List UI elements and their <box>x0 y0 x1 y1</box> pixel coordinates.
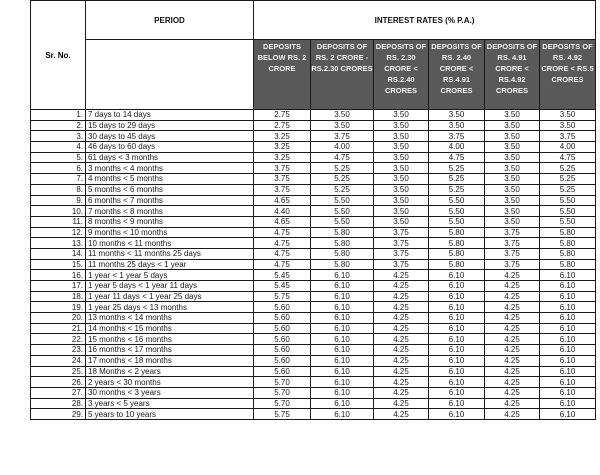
rate-cell: 3.75 <box>254 163 311 174</box>
rate-cell: 6.10 <box>311 345 374 356</box>
period-cell: 11 months < 11 months 25 days <box>86 248 254 259</box>
period-cell: 16 months < 17 months <box>86 345 254 356</box>
rate-cell: 2.75 <box>254 110 311 121</box>
rate-cell: 3.75 <box>485 248 540 259</box>
period-cell: 2 years < 30 months <box>86 377 254 388</box>
header-deposit-col-3: DEPOSITS OF RS. 2.30 CRORE < RS.2.40 CRORES <box>374 40 429 110</box>
sr-no-cell: 26. <box>31 377 86 388</box>
table-row <box>31 366 596 377</box>
rate-cell: 3.50 <box>374 206 429 217</box>
rate-cell: 3.75 <box>485 259 540 270</box>
rate-cell: 5.50 <box>429 216 485 227</box>
rate-cell: 3.50 <box>374 120 429 131</box>
rate-cell: 5.80 <box>429 238 485 249</box>
table-row <box>31 387 596 398</box>
rate-cell: 4.65 <box>254 195 311 206</box>
rate-cell: 5.45 <box>254 270 311 281</box>
rate-cell: 5.50 <box>311 206 374 217</box>
period-cell: 13 months < 14 months <box>86 313 254 324</box>
rate-cell: 6.10 <box>540 291 596 302</box>
rate-cell: 4.00 <box>311 142 374 153</box>
sr-no-cell: 3. <box>31 131 86 142</box>
header-interest-rates: INTEREST RATES (% P.A.) <box>254 1 596 40</box>
rate-cell: 3.50 <box>485 120 540 131</box>
rate-cell: 5.25 <box>311 163 374 174</box>
rate-cell: 5.80 <box>311 238 374 249</box>
rate-cell: 4.75 <box>254 248 311 259</box>
rate-cell: 5.50 <box>429 206 485 217</box>
rate-cell: 6.10 <box>429 377 485 388</box>
rate-cell: 3.50 <box>485 142 540 153</box>
rate-cell: 4.25 <box>374 409 429 420</box>
table-body <box>31 110 596 420</box>
rate-cell: 3.50 <box>485 206 540 217</box>
rate-cell: 3.50 <box>485 174 540 185</box>
rate-cell: 6.10 <box>311 270 374 281</box>
period-cell: 8 months < 9 months <box>86 216 254 227</box>
rate-cell: 6.10 <box>540 387 596 398</box>
rate-cell: 4.75 <box>254 227 311 238</box>
period-cell: 18 Months < 2 years <box>86 366 254 377</box>
header-period-blank <box>86 40 254 110</box>
header-sr-no: Sr. No. <box>31 1 86 110</box>
rate-cell: 6.10 <box>311 313 374 324</box>
rate-cell: 3.50 <box>374 152 429 163</box>
rate-cell: 3.75 <box>374 259 429 270</box>
table-row <box>31 248 596 259</box>
rate-cell: 6.10 <box>540 398 596 409</box>
rate-cell: 3.50 <box>540 120 596 131</box>
rate-cell: 4.25 <box>485 409 540 420</box>
rate-cell: 6.10 <box>540 334 596 345</box>
sr-no-cell: 21. <box>31 323 86 334</box>
period-cell: 7 days to 14 days <box>86 110 254 121</box>
period-cell: 30 months < 3 years <box>86 387 254 398</box>
rate-cell: 6.10 <box>429 366 485 377</box>
rate-cell: 6.10 <box>429 281 485 292</box>
rate-cell: 5.75 <box>254 291 311 302</box>
rate-cell: 4.00 <box>540 142 596 153</box>
table-row <box>31 377 596 388</box>
rate-cell: 5.50 <box>429 195 485 206</box>
rate-cell: 3.75 <box>311 131 374 142</box>
rate-cell: 3.50 <box>485 216 540 227</box>
rate-cell: 4.25 <box>374 345 429 356</box>
table-row <box>31 206 596 217</box>
table-row <box>31 238 596 249</box>
rate-cell: 6.10 <box>429 334 485 345</box>
table-row <box>31 216 596 227</box>
rate-cell: 3.50 <box>374 163 429 174</box>
rate-cell: 4.25 <box>374 302 429 313</box>
sr-no-cell: 7. <box>31 174 86 185</box>
rate-cell: 4.75 <box>429 152 485 163</box>
rate-cell: 4.25 <box>485 302 540 313</box>
rate-cell: 6.10 <box>311 323 374 334</box>
rate-cell: 5.75 <box>254 409 311 420</box>
rate-cell: 3.50 <box>374 184 429 195</box>
rate-cell: 5.80 <box>311 259 374 270</box>
header-deposit-col-5: DEPOSITS OF RS. 4.91 CRORE < RS.4.92 CRORES <box>485 40 540 110</box>
rate-cell: 6.10 <box>540 355 596 366</box>
sr-no-cell: 18. <box>31 291 86 302</box>
period-cell: 6 months < 7 months <box>86 195 254 206</box>
sr-no-cell: 13. <box>31 238 86 249</box>
sr-no-cell: 24. <box>31 355 86 366</box>
sr-no-cell: 12. <box>31 227 86 238</box>
table-row <box>31 152 596 163</box>
rate-cell: 6.10 <box>311 302 374 313</box>
sr-no-cell: 23. <box>31 345 86 356</box>
rate-cell: 5.25 <box>429 184 485 195</box>
rate-cell: 4.25 <box>374 313 429 324</box>
rate-cell: 3.25 <box>254 142 311 153</box>
rate-cell: 5.80 <box>540 238 596 249</box>
interest-rates-table <box>30 0 596 420</box>
rate-cell: 5.50 <box>540 206 596 217</box>
rate-cell: 6.10 <box>429 302 485 313</box>
period-cell: 1 year < 1 year 5 days <box>86 270 254 281</box>
rate-cell: 6.10 <box>540 270 596 281</box>
rate-cell: 3.75 <box>254 184 311 195</box>
rate-cell: 6.10 <box>429 355 485 366</box>
table-row <box>31 334 596 345</box>
table-row <box>31 270 596 281</box>
rate-cell: 3.50 <box>374 131 429 142</box>
rate-cell: 3.50 <box>485 184 540 195</box>
sr-no-cell: 6. <box>31 163 86 174</box>
rate-cell: 5.70 <box>254 398 311 409</box>
period-cell: 15 months < 16 months <box>86 334 254 345</box>
period-cell: 5 years to 10 years <box>86 409 254 420</box>
rate-cell: 4.25 <box>485 291 540 302</box>
rate-cell: 5.25 <box>311 174 374 185</box>
rate-cell: 4.75 <box>311 152 374 163</box>
rate-cell: 4.25 <box>485 345 540 356</box>
period-cell: 4 months < 5 months <box>86 174 254 185</box>
rate-cell: 4.25 <box>374 323 429 334</box>
rate-cell: 6.10 <box>311 355 374 366</box>
rate-cell: 6.10 <box>311 281 374 292</box>
sr-no-cell: 27. <box>31 387 86 398</box>
rate-cell: 3.25 <box>254 152 311 163</box>
rate-cell: 4.65 <box>254 216 311 227</box>
rate-cell: 4.25 <box>485 355 540 366</box>
rate-cell: 6.10 <box>540 313 596 324</box>
rate-cell: 6.10 <box>429 409 485 420</box>
table-row <box>31 184 596 195</box>
table-row <box>31 291 596 302</box>
rate-cell: 4.25 <box>374 377 429 388</box>
rate-cell: 6.10 <box>540 281 596 292</box>
rate-cell: 3.75 <box>254 174 311 185</box>
rate-cell: 6.10 <box>540 323 596 334</box>
rate-cell: 6.10 <box>429 398 485 409</box>
rate-cell: 4.25 <box>485 387 540 398</box>
sr-no-cell: 1. <box>31 110 86 121</box>
rate-cell: 5.60 <box>254 302 311 313</box>
table-row <box>31 227 596 238</box>
table-row <box>31 195 596 206</box>
rate-cell: 3.50 <box>311 120 374 131</box>
rate-cell: 4.25 <box>485 323 540 334</box>
rate-cell: 6.10 <box>429 387 485 398</box>
rate-cell: 4.25 <box>374 291 429 302</box>
table-row <box>31 163 596 174</box>
period-cell: 61 days < 3 months <box>86 152 254 163</box>
rate-cell: 6.10 <box>311 334 374 345</box>
table-row <box>31 355 596 366</box>
rate-cell: 6.10 <box>311 366 374 377</box>
rate-cell: 5.60 <box>254 355 311 366</box>
rate-cell: 5.25 <box>429 163 485 174</box>
rate-cell: 5.25 <box>429 174 485 185</box>
sr-no-cell: 19. <box>31 302 86 313</box>
sr-no-cell: 15. <box>31 259 86 270</box>
rate-cell: 6.10 <box>540 345 596 356</box>
rate-cell: 3.50 <box>540 110 596 121</box>
rate-cell: 4.25 <box>374 355 429 366</box>
period-cell: 1 year 25 days < 13 months <box>86 302 254 313</box>
rate-cell: 5.60 <box>254 334 311 345</box>
period-cell: 30 days to 45 days <box>86 131 254 142</box>
rate-cell: 2.75 <box>254 120 311 131</box>
sr-no-cell: 8. <box>31 184 86 195</box>
table-row <box>31 174 596 185</box>
rate-cell: 5.70 <box>254 377 311 388</box>
rate-cell: 6.10 <box>311 387 374 398</box>
sr-no-cell: 2. <box>31 120 86 131</box>
rate-cell: 5.80 <box>540 227 596 238</box>
rate-cell: 4.25 <box>485 334 540 345</box>
sr-no-cell: 5. <box>31 152 86 163</box>
table-row <box>31 110 596 121</box>
rate-cell: 4.25 <box>374 334 429 345</box>
period-cell: 3 months < 4 months <box>86 163 254 174</box>
sr-no-cell: 14. <box>31 248 86 259</box>
rate-cell: 3.25 <box>254 131 311 142</box>
rate-cell: 5.80 <box>311 248 374 259</box>
rate-cell: 5.60 <box>254 323 311 334</box>
rate-cell: 3.50 <box>374 174 429 185</box>
rate-cell: 5.80 <box>311 227 374 238</box>
rate-cell: 6.10 <box>311 291 374 302</box>
table-row <box>31 409 596 420</box>
table-row <box>31 323 596 334</box>
table-row <box>31 398 596 409</box>
table-row <box>31 313 596 324</box>
sr-no-cell: 11. <box>31 216 86 227</box>
rate-cell: 6.10 <box>311 398 374 409</box>
rate-cell: 5.25 <box>540 184 596 195</box>
period-cell: 5 months < 6 months <box>86 184 254 195</box>
rate-cell: 6.10 <box>311 409 374 420</box>
table-row <box>31 142 596 153</box>
rate-cell: 3.50 <box>485 195 540 206</box>
period-cell: 1 year 5 days < 1 year 11 days <box>86 281 254 292</box>
rate-cell: 5.80 <box>429 259 485 270</box>
rate-cell: 4.25 <box>485 281 540 292</box>
period-cell: 7 months < 8 months <box>86 206 254 217</box>
rate-cell: 3.50 <box>429 120 485 131</box>
rate-cell: 5.50 <box>540 216 596 227</box>
rate-cell: 4.25 <box>485 313 540 324</box>
rate-cell: 4.75 <box>254 238 311 249</box>
rate-cell: 4.25 <box>485 398 540 409</box>
rate-cell: 4.25 <box>485 270 540 281</box>
period-cell: 46 days to 60 days <box>86 142 254 153</box>
rate-cell: 4.00 <box>429 142 485 153</box>
rate-cell: 5.25 <box>540 163 596 174</box>
table-row <box>31 345 596 356</box>
rate-cell: 6.10 <box>429 270 485 281</box>
rate-cell: 4.75 <box>540 152 596 163</box>
rate-cell: 5.50 <box>311 195 374 206</box>
rate-cell: 3.50 <box>374 216 429 227</box>
rate-cell: 4.75 <box>254 259 311 270</box>
rate-cell: 3.50 <box>374 110 429 121</box>
rate-cell: 5.80 <box>429 248 485 259</box>
header-deposit-col-6: DEPOSITS OF RS. 4.92 CRORE < RS.5 CRORES <box>540 40 596 110</box>
rate-cell: 4.25 <box>485 366 540 377</box>
header-deposit-col-4: DEPOSITS OF RS. 2.40 CRORE < RS.4.91 CRORES <box>429 40 485 110</box>
period-cell: 1 year 11 days < 1 year 25 days <box>86 291 254 302</box>
rate-cell: 3.75 <box>374 227 429 238</box>
header-period: PERIOD <box>86 1 254 40</box>
rate-cell: 5.45 <box>254 281 311 292</box>
rate-cell: 5.80 <box>429 227 485 238</box>
header-deposit-col-1: DEPOSITS BELOW RS. 2 CRORE <box>254 40 311 110</box>
rate-cell: 5.60 <box>254 366 311 377</box>
rate-cell: 6.10 <box>540 377 596 388</box>
rate-cell: 5.70 <box>254 387 311 398</box>
period-cell: 3 years < 5 years <box>86 398 254 409</box>
rate-cell: 6.10 <box>429 323 485 334</box>
rate-cell: 3.75 <box>429 131 485 142</box>
rate-cell: 4.25 <box>374 387 429 398</box>
rate-cell: 3.75 <box>374 248 429 259</box>
rate-cell: 3.50 <box>311 110 374 121</box>
header-row-deposits <box>31 40 596 110</box>
period-cell: 17 months < 18 months <box>86 355 254 366</box>
period-cell: 14 months < 15 months <box>86 323 254 334</box>
rate-cell: 3.50 <box>485 131 540 142</box>
rate-cell: 5.60 <box>254 345 311 356</box>
sr-no-cell: 22. <box>31 334 86 345</box>
rate-cell: 3.75 <box>485 238 540 249</box>
rate-cell: 6.10 <box>429 291 485 302</box>
sr-no-cell: 17. <box>31 281 86 292</box>
sr-no-cell: 25. <box>31 366 86 377</box>
rate-cell: 5.80 <box>540 259 596 270</box>
header-deposit-col-2: DEPOSITS OF RS. 2 CRORE - RS.2.30 CRORES <box>311 40 374 110</box>
rate-cell: 6.10 <box>429 345 485 356</box>
rate-cell: 4.40 <box>254 206 311 217</box>
rate-cell: 6.10 <box>429 313 485 324</box>
table-row <box>31 259 596 270</box>
period-cell: 9 months < 10 months <box>86 227 254 238</box>
table-row <box>31 302 596 313</box>
period-cell: 11 months 25 days < 1 year <box>86 259 254 270</box>
period-cell: 10 months < 11 months <box>86 238 254 249</box>
rate-cell: 3.50 <box>485 163 540 174</box>
rate-cell: 3.75 <box>374 238 429 249</box>
rate-cell: 6.10 <box>540 366 596 377</box>
rate-cell: 5.60 <box>254 313 311 324</box>
header-row-top <box>31 1 596 40</box>
sr-no-cell: 28. <box>31 398 86 409</box>
rate-cell: 5.50 <box>311 216 374 227</box>
sr-no-cell: 29. <box>31 409 86 420</box>
table-row <box>31 131 596 142</box>
rate-cell: 5.25 <box>540 174 596 185</box>
rate-cell: 6.10 <box>311 377 374 388</box>
rate-cell: 3.75 <box>540 131 596 142</box>
rate-cell: 5.50 <box>540 195 596 206</box>
rate-cell: 3.50 <box>429 110 485 121</box>
rate-cell: 6.10 <box>540 302 596 313</box>
rate-cell: 3.50 <box>374 195 429 206</box>
sr-no-cell: 4. <box>31 142 86 153</box>
rate-cell: 5.80 <box>540 248 596 259</box>
sr-no-cell: 10. <box>31 206 86 217</box>
rate-cell: 4.25 <box>485 377 540 388</box>
rate-cell: 4.25 <box>374 281 429 292</box>
table-row <box>31 281 596 292</box>
rate-cell: 3.50 <box>374 142 429 153</box>
rate-cell: 3.50 <box>485 152 540 163</box>
period-cell: 15 days to 29 days <box>86 120 254 131</box>
rate-cell: 4.25 <box>374 270 429 281</box>
sr-no-cell: 9. <box>31 195 86 206</box>
rate-cell: 3.75 <box>485 227 540 238</box>
rate-cell: 6.10 <box>540 409 596 420</box>
sr-no-cell: 16. <box>31 270 86 281</box>
table-row <box>31 120 596 131</box>
rate-cell: 3.50 <box>485 110 540 121</box>
rate-cell: 5.25 <box>311 184 374 195</box>
rate-cell: 4.25 <box>374 398 429 409</box>
sr-no-cell: 20. <box>31 313 86 324</box>
rate-cell: 4.25 <box>374 366 429 377</box>
